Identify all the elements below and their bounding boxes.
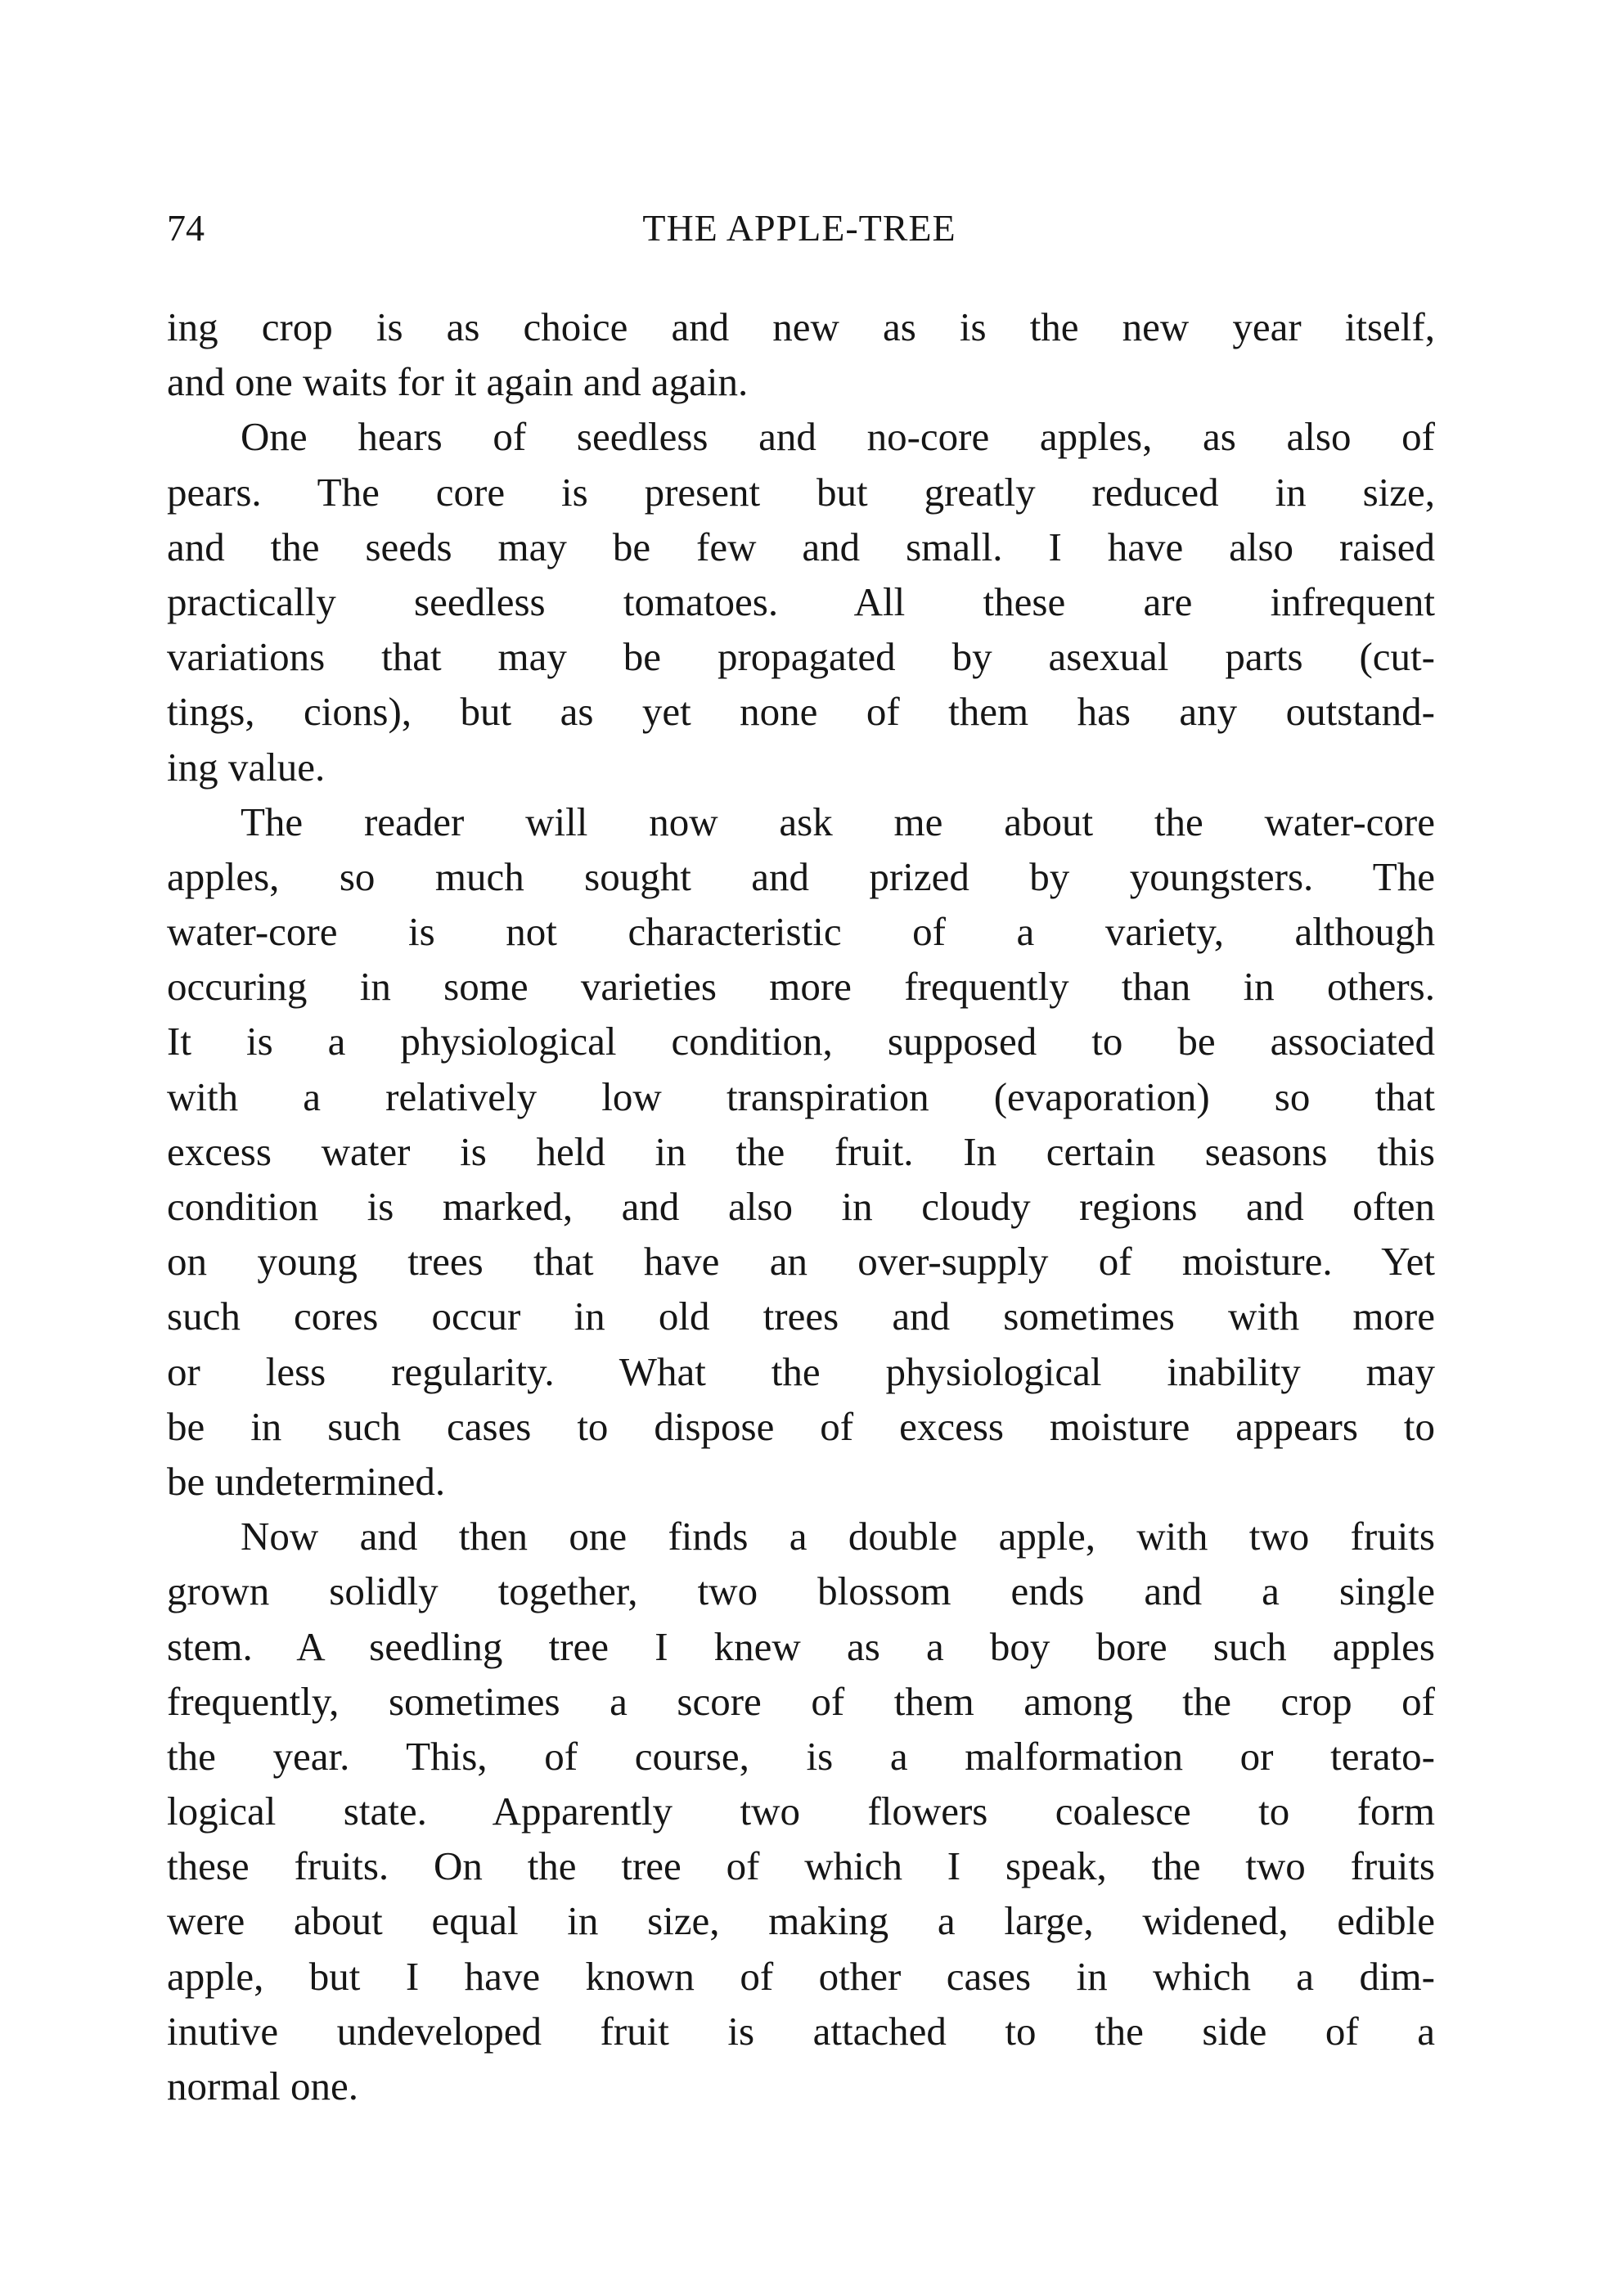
text-line: with a relatively low transpiration (evaporation) so that	[167, 1073, 1435, 1119]
text-line: ing value.	[167, 744, 326, 790]
text-line: normal one.	[167, 2063, 359, 2108]
text-line: apple, but I have known of other cases in which a dim-	[167, 1953, 1435, 1999]
text-line: Now and then one finds a double apple, with two fruits	[241, 1514, 1435, 1559]
page-header	[167, 206, 1432, 255]
paragraph	[167, 409, 1435, 794]
paragraph	[167, 794, 1435, 1509]
text-line: these fruits. On the tree of which I speak, the two fruits	[167, 1843, 1435, 1889]
text-line: variations that may be propagated by asexual parts (cut-	[167, 634, 1435, 680]
text-line: the year. This, of course, is a malformation or terato-	[167, 1733, 1435, 1779]
text-line: frequently, sometimes a score of them among the crop of	[167, 1678, 1435, 1724]
text-line: practically seedless tomatoes. All these are infrequent	[167, 578, 1435, 624]
text-line: inutive undeveloped fruit is attached to the side of a	[167, 2008, 1435, 2054]
text-line: and the seeds may be few and small. I have also raised	[167, 524, 1435, 569]
text-line: One hears of seedless and no-core apples, as also of	[241, 414, 1435, 460]
body-text	[167, 299, 1435, 2113]
text-line: stem. A seedling tree I knew as a boy bore such apples	[167, 1623, 1435, 1669]
text-line: condition is marked, and also in cloudy regions and often	[167, 1184, 1435, 1229]
text-line: pears. The core is present but greatly reduced in size,	[167, 469, 1435, 515]
paragraph	[167, 299, 1435, 409]
text-line: grown solidly together, two blossom ends and a single	[167, 1568, 1435, 1614]
text-line: The reader will now ask me about the water-core	[241, 799, 1435, 844]
paragraph	[167, 1509, 1435, 2113]
text-line: such cores occur in old trees and sometimes with more	[167, 1294, 1435, 1339]
text-line: excess water is held in the fruit. In certain seasons this	[167, 1128, 1435, 1174]
text-line: or less regularity. What the physiological inability may	[167, 1348, 1435, 1394]
text-line: were about equal in size, making a large, widened, edible	[167, 1898, 1435, 1944]
text-line: apples, so much sought and prized by youngsters. The	[167, 853, 1435, 899]
text-line: water-core is not characteristic of a variety, although	[167, 909, 1435, 955]
page-number: 74	[167, 207, 205, 249]
text-line: be in such cases to dispose of excess moisture appears to	[167, 1403, 1435, 1449]
running-title: THE APPLE-TREE	[642, 207, 956, 249]
text-line: and one waits for it again and again.	[167, 359, 749, 405]
text-line: tings, cions), but as yet none of them has any outstand-	[167, 689, 1435, 735]
text-line: ing crop is as choice and new as is the new year itself,	[167, 304, 1435, 349]
text-line: be undetermined.	[167, 1458, 446, 1504]
text-line: on young trees that have an over-supply of moisture. Yet	[167, 1239, 1435, 1285]
text-line: It is a physiological condition, supposed to be associated	[167, 1019, 1435, 1064]
text-line: logical state. Apparently two flowers coalesce to form	[167, 1789, 1435, 1834]
text-line: occuring in some varieties more frequently than in others.	[167, 964, 1435, 1010]
